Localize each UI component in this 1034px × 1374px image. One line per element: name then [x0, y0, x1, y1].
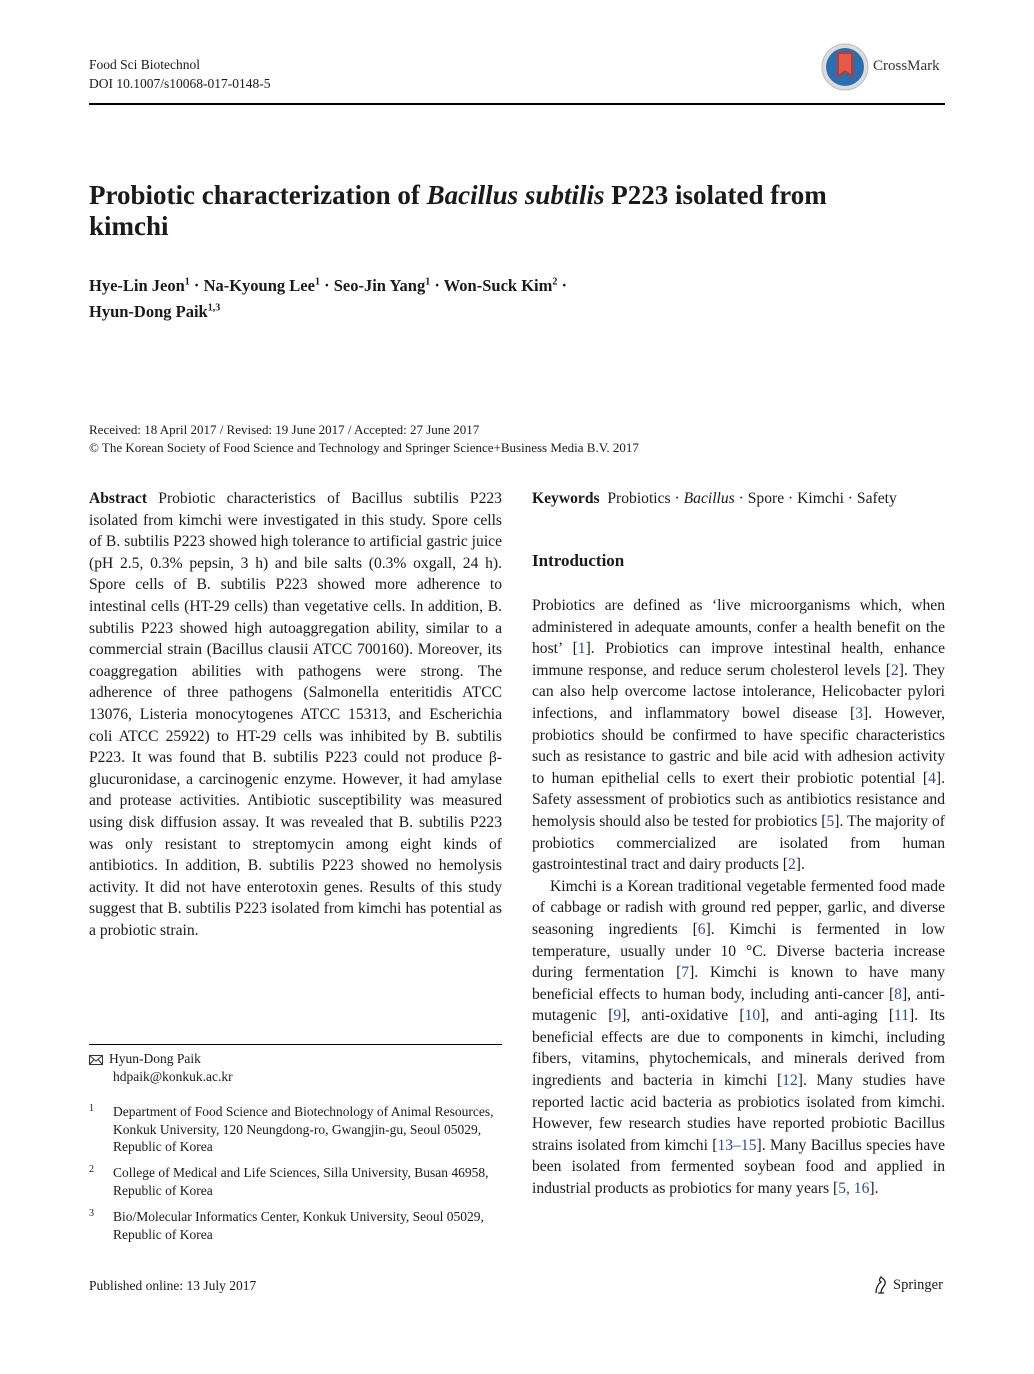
- author[interactable]: Hyun-Dong Paik$^{1,3}$: [89, 302, 221, 321]
- affiliation-3: 3 Bio/Molecular Informatics Center, Konkuk University, Seoul 05029, Republic of Korea: [89, 1208, 484, 1242]
- citation-link[interactable]: 2: [787, 856, 796, 874]
- author[interactable]: Won-Suck Kim$^2$: [443, 275, 558, 295]
- crossmark-badge[interactable]: [820, 42, 950, 94]
- affiliation-2: 2 College of Medical and Life Sciences, Silla University, Busan 46958, Republic of Korea: [89, 1164, 489, 1198]
- citation-link[interactable]: 9: [613, 1007, 622, 1025]
- keyword: Spore: [747, 490, 785, 507]
- affiliation-1: 1 Department of Food Science and Biotechnology of Animal Resources, Konkuk University, 120 Neungdong-ro, Gwangjin-gu, Seoul 05029, Republic of Korea: [89, 1103, 494, 1154]
- citation-link[interactable]: 6: [697, 920, 706, 938]
- author[interactable]: Na-Kyoung Lee$^1$: [203, 275, 320, 295]
- citation-link[interactable]: 5, 16: [838, 1180, 870, 1198]
- published-date: Published online: 13 July 2017: [89, 1278, 257, 1293]
- author[interactable]: Hye-Lin Jeon$^1$: [89, 275, 190, 295]
- crossmark-icon: [820, 42, 870, 92]
- received-dates: Received: 18 April 2017 / Revised: 19 June 2017 / Accepted: 27 June 2017: [89, 422, 480, 437]
- citation-link[interactable]: 5: [826, 812, 835, 830]
- citation-link[interactable]: 2: [891, 661, 899, 679]
- citation-link[interactable]: 11: [894, 1007, 910, 1025]
- citation-link[interactable]: 3: [855, 704, 864, 722]
- citation-link[interactable]: 10: [744, 1007, 761, 1025]
- citation-link[interactable]: 13–15: [717, 1136, 757, 1154]
- envelope-icon: [89, 1055, 103, 1065]
- springer-logo[interactable]: [873, 1276, 943, 1294]
- introduction-heading: Introduction: [532, 551, 625, 570]
- corresponding-author: [89, 1050, 502, 1086]
- footnote-rule: [89, 1044, 502, 1045]
- copyright-line: © The Korean Society of Food Science and Technology and Springer Science+Business Media B.V. 2017: [89, 440, 639, 455]
- citation-link[interactable]: 8: [894, 985, 902, 1003]
- abstract-heading: Abstract: [89, 490, 148, 507]
- abstract-text: Probiotic characteristics of Bacillus subtilis P223 isolated from kimchi were investigated in this study. Spore cells of B. subtilis P223 showed high tolerance to artificial gastric juice (pH 2.5, 0.3% pepsin, 3 h) and bile salts (0.3% oxgall, 24 h). Spore cells of B. subtilis P223 showed more adherence to intestinal cells (HT-29 cells) than vegetative cells. In addition, B. subtilis P223 showed high autoaggregation ability, similar to a commercial strain (Bacillus clausii ATCC 700160). Moreover, its coaggregation abilities with pathogens were strong. The adherence of three pathogens (Salmonella enteritidis ATCC 13076, Listeria monocytogenes ATCC 15313, and Escherichia coli ATCC 25922) to HT-29 cells was inhibited by B. subtilis P223. It was found that B. subtilis P223 could not produce β-glucuronidase, a carcinogenic enzyme. However, it had amylase and protease activities. Antibiotic susceptibility was measured using disk diffusion assay. It was revealed that B. subtilis P223 was only resistant to streptomycin among eight kinds of antibiotics. In addition, B. subtilis P223 showed no hemolysis activity. It did not have enterotoxin genes. Results of this study suggest that B. subtilis P223 isolated from kimchi has potential as a probiotic strain.: [89, 490, 502, 939]
- citation-link[interactable]: 12: [782, 1072, 798, 1090]
- citation-link[interactable]: 7: [681, 964, 690, 982]
- contact-email[interactable]: hdpaik@konkuk.ac.kr: [113, 1069, 233, 1084]
- keyword: Kimchi: [797, 490, 844, 507]
- doi-link[interactable]: DOI 10.1007/s10068-017-0148-5: [89, 76, 271, 91]
- keywords-section: Keywords Probiotics · Bacillus · Spore · Kimchi · Safety: [532, 490, 897, 507]
- keywords-heading: Keywords: [532, 490, 600, 507]
- keyword: Safety: [856, 490, 897, 507]
- abstract-section: [89, 488, 502, 941]
- intro-paragraph-2: Kimchi is a Korean traditional vegetable fermented food made of cabbage or radish with ground red pepper, garlic, and diverse seasoning ingredients [6]. Kimchi is fermented in low temperature, usually under 10 °C. Diverse bacteria increase during fermentation [7]. Kimchi is known to have many beneficial effects to human body, including anti-cancer [8], anti-mutagenic [9], anti-oxidative [10], and anti-aging [11]. Its beneficial effects are due to components in kimchi, including fibers, vitamins, phytochemicals, and minerals derived from ingredients and bacteria in kimchi [12]. Many studies have reported lactic acid bacteria as probiotics isolated from kimchi. However, few research studies have reported probiotic Bacillus strains isolated from kimchi [13–15]. Many Bacillus species have been isolated from fermented soybean food and applied in industrial products as probiotics for many years [5, 16].: [532, 877, 946, 1198]
- crossmark-label: CrossMark: [873, 58, 940, 74]
- journal-header: [89, 55, 271, 93]
- citation-link[interactable]: 1: [577, 640, 586, 658]
- citation-link[interactable]: 4: [928, 769, 936, 787]
- paper-title: Probiotic characterization of Bacillus subtilis P223 isolated from kimchi: [89, 180, 827, 241]
- author-list: Hye-Lin Jeon$^1$ · Na-Kyoung Lee$^1$ · Seo-Jin Yang$^1$ · Won-Suck Kim$^2$ · Hyun-Dong Paik$^{1,3}$: [89, 275, 568, 321]
- author[interactable]: Seo-Jin Yang$^1$: [333, 275, 431, 295]
- journal-name: Food Sci Biotechnol: [89, 57, 200, 72]
- article-history: [89, 421, 949, 457]
- introduction-body: [532, 595, 945, 1200]
- keyword: Bacillus: [683, 490, 735, 507]
- contact-name: Hyun-Dong Paik: [109, 1051, 201, 1066]
- publisher-name: Springer: [893, 1276, 943, 1293]
- keyword: Probiotics: [607, 490, 671, 507]
- intro-paragraph-1: Probiotics are defined as ‘live microorganisms which, when administered in adequate amounts, confer a health benefit on the host’ [1]. Probiotics can improve intestinal health, enhance immune response, and reduce serum cholesterol levels [2]. They can also help overcome lactose intolerance, Helicobacter pylori infections, and inflammatory bowel disease [3]. However, probiotics should be confirmed to have specific characteristics such as resistance to gastric and bile acid with adhesion activity to human epithelial cells to exert their probiotic potential [4]. Safety assessment of probiotics such as antibiotics resistance and hemolysis should also be tested for probiotics [5]. The majority of probiotics commercialized are isolated from human gastrointestinal tract and dairy products [2].: [532, 597, 945, 874]
- header-rule: [89, 103, 945, 105]
- springer-horse-icon: [873, 1276, 889, 1294]
